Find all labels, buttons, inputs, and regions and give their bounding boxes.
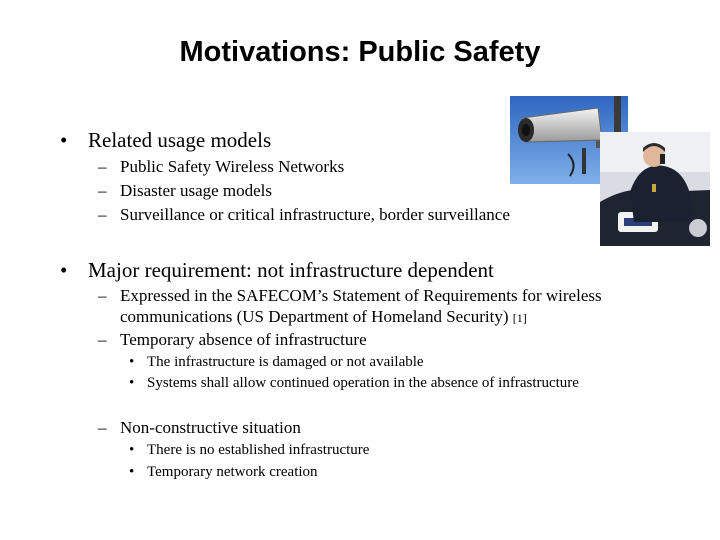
bullet-marker: •: [129, 442, 135, 458]
section1-item: Public Safety Wireless Networks: [120, 157, 345, 176]
dash-marker: –: [98, 330, 107, 349]
dash-marker: –: [98, 157, 107, 176]
dash-marker: –: [98, 286, 107, 305]
section2-item2-sub: Systems shall allow continued operation in the absence of infrastructure: [147, 375, 579, 391]
section1-item: Disaster usage models: [120, 181, 273, 200]
reference-marker: [1]: [512, 311, 527, 325]
section2-item3-sub: There is no established infrastructure: [147, 442, 370, 458]
section2-item1-line1: Expressed in the SAFECOM’s Statement of Requirements for wireless: [120, 286, 602, 305]
section1-heading: Related usage models: [88, 128, 272, 152]
section1-item: Surveillance or critical infrastructure, border surveillance: [120, 205, 510, 224]
dash-marker: –: [98, 205, 107, 224]
dash-marker: –: [98, 181, 107, 200]
bullet-marker: •: [60, 258, 68, 282]
bullet-marker: •: [60, 128, 68, 152]
section2-item3-sub: Temporary network creation: [147, 464, 318, 480]
police-officer-icon: [600, 132, 710, 246]
section2-item2: Temporary absence of infrastructure: [120, 330, 367, 349]
section2-heading: Major requirement: not infrastructure dependent: [88, 258, 494, 282]
bullet-marker: •: [129, 464, 135, 480]
section2-item1-line2: [120, 307, 527, 327]
police-officer-image: [600, 132, 710, 246]
dash-marker: –: [98, 418, 107, 437]
section2-item3: Non-constructive situation: [120, 418, 301, 437]
section2-item2-sub: The infrastructure is damaged or not available: [147, 354, 424, 370]
section2-item1-text: communications (US Department of Homeland Security): [120, 307, 509, 326]
slide-title: Motivations: Public Safety: [179, 36, 541, 68]
bullet-marker: •: [129, 354, 135, 370]
bullet-marker: •: [129, 375, 135, 391]
